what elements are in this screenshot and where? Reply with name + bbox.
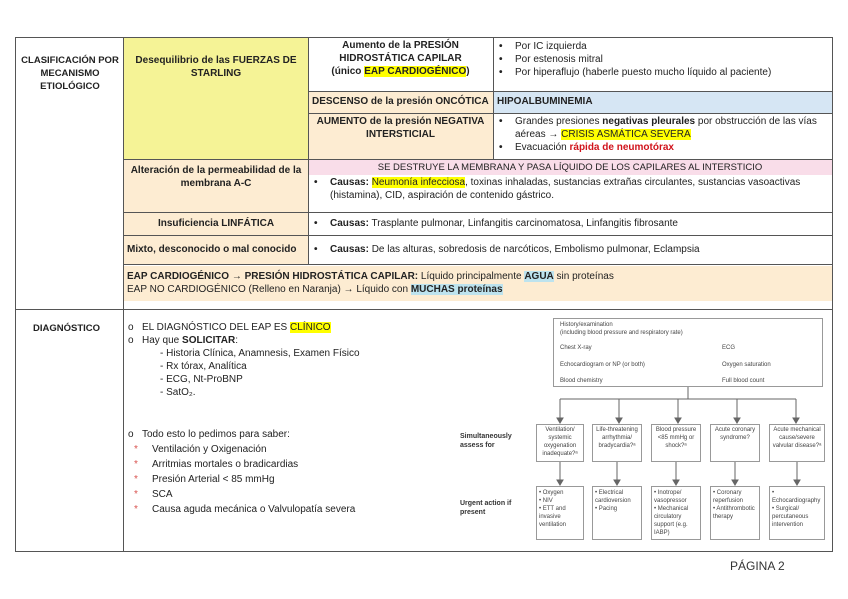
- list-item: • Por IC izquierda: [497, 40, 831, 53]
- flowchart-item: Full blood count: [722, 378, 765, 384]
- section-diagnostico-label: DIAGNÓSTICO: [33, 323, 101, 334]
- flowchart-assess-text: Life-threatening arrhythmia/ bradycardia?ᵃ: [596, 427, 638, 449]
- list-item: o Todo esto lo pedimos para saber:: [128, 429, 290, 440]
- flowchart-row1-label: Simultaneously assess for: [460, 433, 512, 449]
- linfatica-causes: [312, 217, 830, 230]
- list-item: o Hay que SOLICITAR:: [128, 335, 238, 346]
- flowchart-assess-text: Acute mechanical cause/severe valvular disease?ᵃ: [772, 427, 822, 449]
- flowchart-arrows: [530, 462, 830, 488]
- flowchart-connectors: [530, 387, 830, 427]
- list-item: - SatO₂.: [160, 387, 196, 398]
- flowchart-action-list: • Inotrope/ vasopressor • Mechanical circulatory support (e.g. IABP): [654, 490, 689, 536]
- flowchart-action-list: • Echocardiography • Surgical/ percutaneous intervention: [772, 490, 821, 528]
- list-item: - Rx tórax, Analítica: [160, 361, 247, 372]
- permeabilidad-header: SE DESTRUYE LA MEMBRANA Y PASA LÍQUIDO DE LOS CAPILARES AL INTERSTICIO: [377, 162, 763, 173]
- negativa-list: [497, 115, 831, 154]
- linfatica-label: Insuficiencia LINFÁTICA: [157, 218, 275, 229]
- flowchart-item: Oxygen saturation: [722, 362, 771, 368]
- list-item: * Arritmias mortales o bradicardias: [134, 459, 299, 470]
- flowchart-action-list: • Electrical cardioversion • Pacing: [595, 490, 631, 512]
- flowchart-item: Blood chemistry: [560, 378, 603, 384]
- mixto-causes: [312, 243, 830, 256]
- list-item: • Causas: Neumonía infecciosa, toxinas inhaladas, sustancias extrañas circulantes, sustancias vasoactivas (histamina), CID, aspiración de contenido gástrico.: [312, 176, 830, 202]
- flowchart-item: Chest X-ray: [560, 345, 592, 351]
- list-item: • Evacuación rápida de neumotórax: [497, 141, 831, 154]
- flowchart-action-list: • Oxygen • NIV • ETT and invasive ventilation: [539, 490, 567, 528]
- oncotica-label: DESCENSO de la presión ONCÓTICA: [312, 96, 489, 107]
- list-item: • Grandes presiones negativas pleurales por obstrucción de las vías aéreas → CRISIS ASMÁTICA SEVERA: [497, 115, 831, 141]
- permeabilidad-label: Alteración de la permeabilidad de la membrana A-C: [130, 165, 302, 189]
- diagnostico-content: [128, 321, 448, 399]
- list-item: • Por hiperaflujo (haberle puesto mucho líquido al paciente): [497, 66, 831, 79]
- flowchart-top-title: History/examination: [560, 322, 613, 328]
- diagnostico-saber: [128, 427, 448, 517]
- flowchart-assess-text: Blood pressure <85 mmHg or shock?ᵃ: [655, 427, 697, 449]
- list-item: - Historia Clínica, Anamnesis, Examen Físico: [160, 348, 360, 359]
- page-number: PÁGINA 2: [730, 559, 785, 573]
- flowchart-row2-label: Urgent action if present: [460, 500, 512, 516]
- flowchart-item: ECG: [722, 345, 736, 351]
- list-item: • Causas: De las alturas, sobredosis de narcóticos, Embolismo pulmonar, Eclampsia: [312, 243, 830, 256]
- flowchart-item: Echocardiogram or NP (or both): [560, 362, 645, 368]
- list-item: * SCA: [134, 489, 173, 500]
- summary-box: EAP CARDIOGÉNICO → PRESIÓN HIDROSTÁTICA CAPILAR: Líquido principalmente AGUA sin proteínas EAP NO CARDIOGÉNICO (Relleno en Naranja) → Líquido con MUCHAS proteínas: [127, 271, 614, 295]
- starling-label: Desequilibrio de las FUERZAS DE STARLING: [135, 55, 297, 79]
- list-item: o EL DIAGNÓSTICO DEL EAP ES CLÍNICO: [128, 322, 331, 333]
- flowchart-assess-text: Ventilation/ systemic oxygenation inadequate?ᵃ: [542, 427, 578, 457]
- list-item: • Causas: Trasplante pulmonar, Linfangitis carcinomatosa, Linfangitis fibrosante: [312, 217, 830, 230]
- negativa-label: AUMENTO de la presión NEGATIVA INTERSTICIAL: [316, 116, 485, 140]
- list-item: * Presión Arterial < 85 mmHg: [134, 474, 275, 485]
- oncotica-value: HIPOALBUMINEMIA: [497, 96, 593, 107]
- list-item: • Por estenosis mitral: [497, 53, 831, 66]
- flowchart-top-subtitle: (including blood pressure and respiratory rate): [560, 330, 683, 336]
- list-item: - ECG, Nt-ProBNP: [160, 374, 243, 385]
- mixto-label: Mixto, desconocido o mal conocido: [127, 244, 297, 255]
- flowchart-assess-text: Acute coronary syndrome?: [714, 427, 756, 441]
- flowchart-action-list: • Coronary reperfusion • Antithrombotic therapy: [713, 490, 755, 520]
- hidrostatica-list: [497, 40, 831, 79]
- list-item: * Ventilación y Oxigenación: [134, 444, 267, 455]
- hidrostatica-label: Aumento de la PRESIÓN HIDROSTÁTICA CAPILAR (único EAP CARDIOGÉNICO): [331, 40, 470, 77]
- section-clasificacion-label: CLASIFICACIÓN POR MECANISMO ETIOLÓGICO: [21, 55, 119, 92]
- list-item: * Causa aguda mecánica o Valvulopatía severa: [134, 504, 356, 515]
- permeabilidad-causes: [312, 176, 830, 202]
